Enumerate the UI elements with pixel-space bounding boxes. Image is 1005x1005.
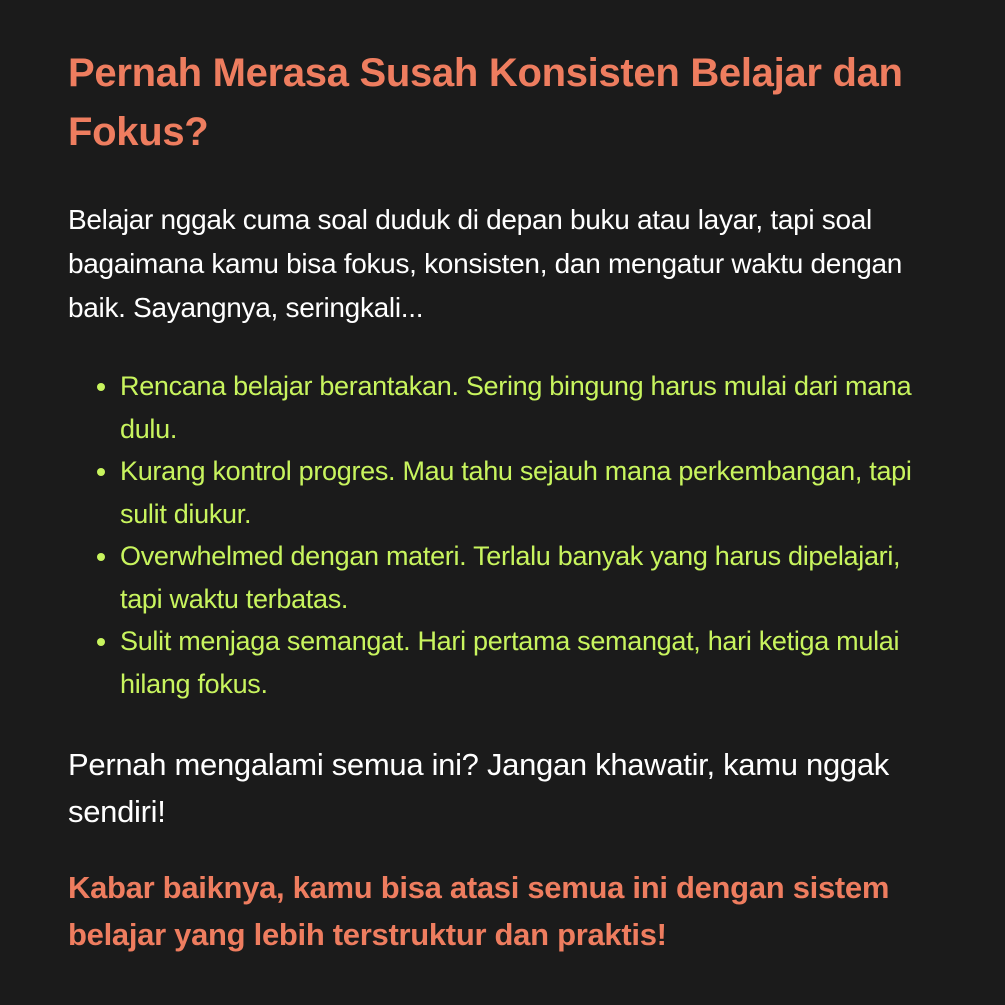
list-item-text: Overwhelmed dengan materi. Terlalu banyak yang harus dipelajari, tapi waktu terbatas. [120,541,901,614]
list-item-text: Rencana belajar berantakan. Sering bingung harus mulai dari mana dulu. [120,371,912,444]
list-item-text: Sulit menjaga semangat. Hari pertama semangat, hari ketiga mulai hilang fokus. [120,626,900,699]
bullet-dot-icon [97,383,105,391]
page-title: Pernah Merasa Susah Konsisten Belajar dan Fokus? [68,51,903,154]
question-paragraph: Pernah mengalami semua ini? Jangan khawatir, kamu nggak sendiri! [68,747,889,829]
list-item [120,450,945,535]
list-item [120,365,945,450]
list-item-text: Kurang kontrol progres. Mau tahu sejauh mana perkembangan, tapi sulit diukur. [120,456,912,529]
list-item [120,620,945,705]
intro-paragraph: Belajar nggak cuma soal duduk di depan buku atau layar, tapi soal bagaimana kamu bisa fokus, konsisten, dan mengatur waktu dengan baik. Sayangnya, seringkali... [68,204,903,323]
problem-list [68,365,945,705]
bullet-dot-icon [97,553,105,561]
list-item [120,535,945,620]
bullet-dot-icon [97,638,105,646]
bullet-dot-icon [97,468,105,476]
call-to-action-text: Kabar baiknya, kamu bisa atasi semua ini dengan sistem belajar yang lebih terstruktur dan praktis! [68,870,890,952]
